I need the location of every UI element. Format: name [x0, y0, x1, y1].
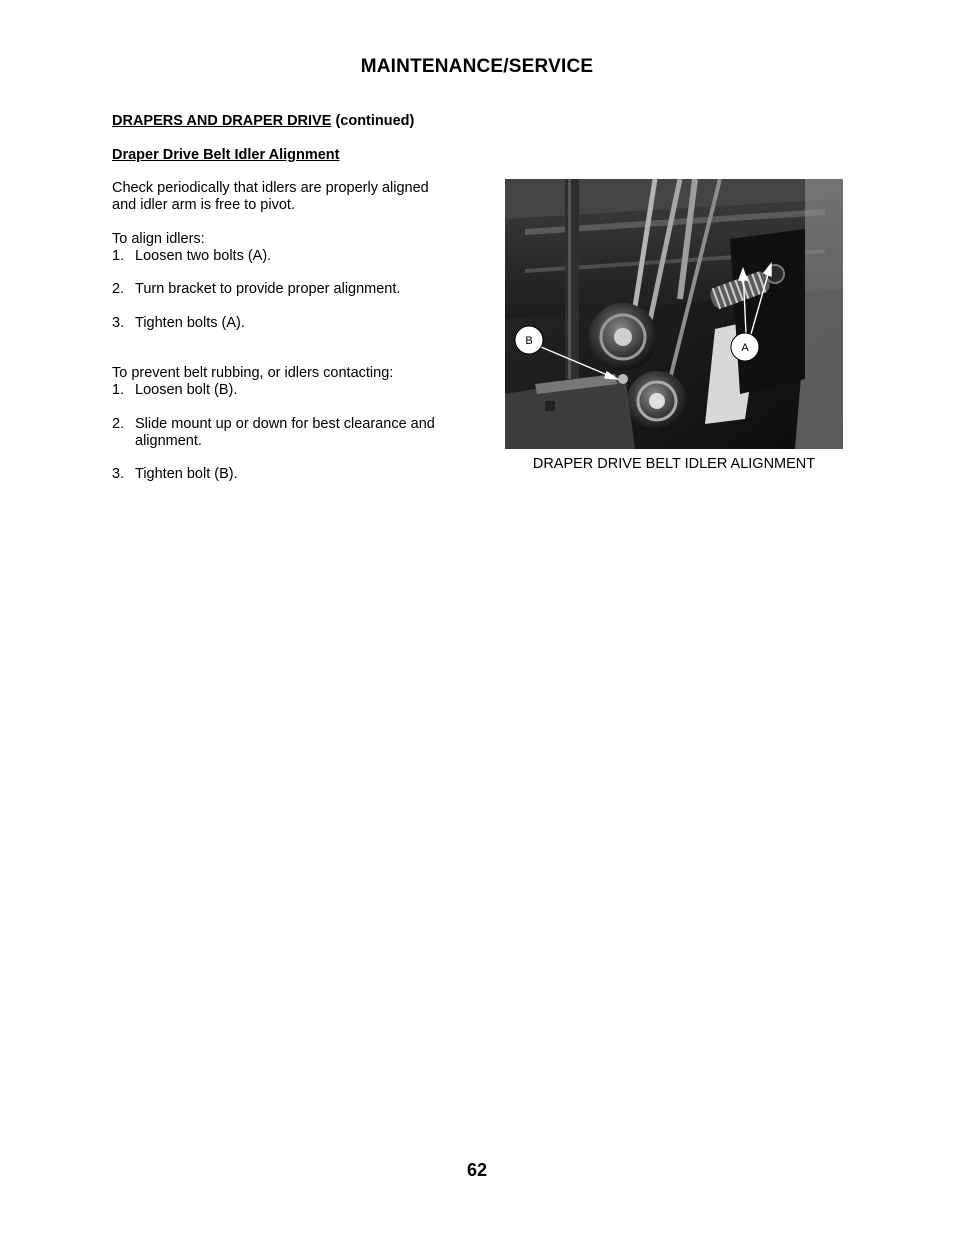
- photo-illustration: [505, 179, 843, 449]
- figure-caption: DRAPER DRIVE BELT IDLER ALIGNMENT: [532, 456, 816, 472]
- step-text: Turn bracket to provide proper alignment.: [135, 281, 401, 297]
- callout-b-label: B: [525, 335, 533, 347]
- upper-pulley: [589, 303, 657, 371]
- step-number: 3.: [112, 466, 125, 482]
- step-text: Tighten bolts (A).: [135, 315, 245, 331]
- step-text: [135, 416, 462, 450]
- step-number: 1.: [112, 248, 125, 264]
- step-text: Tighten bolt (B).: [135, 466, 238, 482]
- step-text: Loosen two bolts (A).: [135, 248, 272, 264]
- intro-line-2: and idler arm is free to pivot.: [112, 197, 295, 213]
- prevent-step-1: [112, 382, 462, 399]
- step-number: 1.: [112, 382, 125, 398]
- align-lead: To align idlers:: [112, 231, 205, 247]
- align-step-3: [112, 315, 462, 332]
- idler-alignment-photo: [505, 179, 843, 449]
- page-title: MAINTENANCE/SERVICE: [360, 56, 594, 77]
- step-text: Loosen bolt (B).: [135, 382, 238, 398]
- align-step-1: [112, 248, 462, 265]
- step-text-line-1: Slide mount up or down for best clearance and: [135, 416, 435, 432]
- prevent-step-3: [112, 466, 462, 483]
- sub-heading: Draper Drive Belt Idler Alignment: [112, 147, 340, 163]
- callout-a-label: A: [741, 342, 749, 354]
- prevent-lead: To prevent belt rubbing, or idlers contacting:: [112, 365, 394, 381]
- lower-pulley: [627, 371, 687, 431]
- step-number: 2.: [112, 281, 125, 297]
- intro-line-1: Check periodically that idlers are properly aligned: [112, 180, 429, 196]
- align-step-2: [112, 281, 462, 298]
- step-text-line-2: alignment.: [135, 433, 202, 449]
- page-number: 62: [466, 1160, 488, 1180]
- step-number: 3.: [112, 315, 125, 331]
- section-heading-title: DRAPERS AND DRAPER DRIVE: [112, 113, 332, 129]
- section-heading-suffix: (continued): [335, 113, 415, 129]
- step-number: 2.: [112, 416, 125, 432]
- section-heading: [112, 113, 414, 129]
- prevent-step-2: [112, 416, 462, 450]
